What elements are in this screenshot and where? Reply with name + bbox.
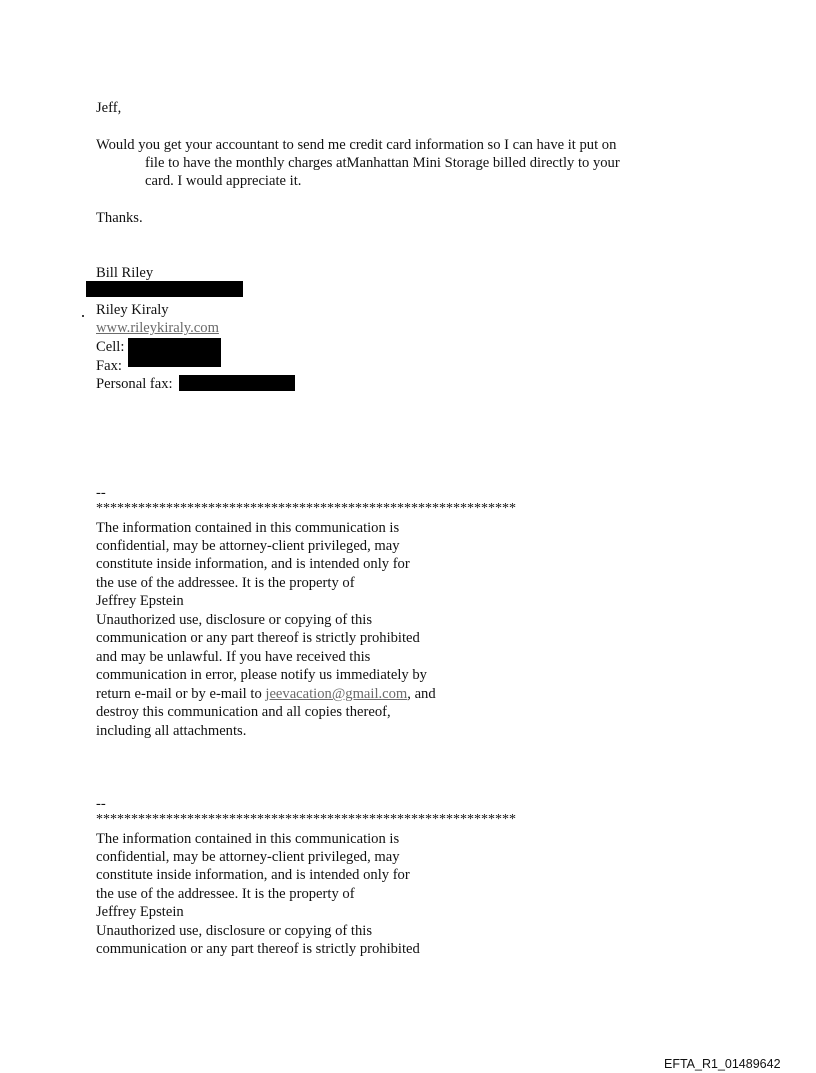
body-line-2: file to have the monthly charges atManhattan Mini Storage billed directly to your	[145, 155, 620, 171]
separator-dashes: --	[96, 796, 106, 812]
redaction-bar	[86, 281, 243, 297]
stray-mark	[82, 315, 84, 317]
disclaimer-line: destroy this communication and all copies thereof,	[96, 704, 391, 720]
disclaimer-line: the use of the addressee. It is the property of	[96, 886, 355, 902]
disclaimer-line: Jeffrey Epstein	[96, 593, 184, 609]
document-id: EFTA_R1_01489642	[664, 1057, 781, 1071]
signature-name: Bill Riley	[96, 265, 154, 281]
cell-label: Cell:	[96, 339, 125, 355]
disclaimer-line: Jeffrey Epstein	[96, 904, 184, 920]
disclaimer-line: The information contained in this communication is	[96, 831, 400, 847]
disclaimer-line: Unauthorized use, disclosure or copying of this	[96, 612, 373, 628]
disclaimer-line: communication or any part thereof is strictly prohibited	[96, 941, 420, 957]
email-suffix: , and	[407, 686, 436, 702]
disclaimer-line-email	[96, 685, 436, 703]
disclaimer-line: communication or any part thereof is strictly prohibited	[96, 630, 420, 646]
disclaimer-line: constitute inside information, and is intended only for	[96, 867, 410, 883]
redaction-bar	[128, 338, 221, 367]
disclaimer-line: confidential, may be attorney-client privileged, may	[96, 538, 400, 554]
disclaimer-line: constitute inside information, and is intended only for	[96, 556, 410, 572]
disclaimer-line: the use of the addressee. It is the property of	[96, 575, 355, 591]
disclaimer-line: including all attachments.	[96, 723, 247, 739]
email-link[interactable]: jeevacation@gmail.com	[265, 686, 408, 702]
fax-label: Fax:	[96, 358, 122, 374]
separator-dashes: --	[96, 485, 106, 501]
redaction-bar	[179, 375, 295, 391]
separator-stars: ************************************************************	[96, 812, 516, 827]
greeting: Jeff,	[96, 100, 122, 116]
body-line-3: card. I would appreciate it.	[145, 173, 302, 189]
separator-stars: ************************************************************	[96, 501, 516, 516]
website-link[interactable]: www.rileykiraly.com	[96, 320, 219, 336]
email-prefix: return e-mail or by e-mail to	[96, 686, 266, 702]
signature-company: Riley Kiraly	[96, 302, 169, 318]
disclaimer-line: communication in error, please notify us immediately by	[96, 667, 427, 683]
disclaimer-line: confidential, may be attorney-client privileged, may	[96, 849, 400, 865]
disclaimer-line: Unauthorized use, disclosure or copying of this	[96, 923, 373, 939]
body-line-1: Would you get your accountant to send me credit card information so I can have it put on	[96, 137, 617, 153]
personal-fax-label: Personal fax:	[96, 376, 173, 392]
disclaimer-line: and may be unlawful. If you have received this	[96, 649, 371, 665]
disclaimer-line: The information contained in this communication is	[96, 520, 400, 536]
closing: Thanks.	[96, 210, 143, 226]
